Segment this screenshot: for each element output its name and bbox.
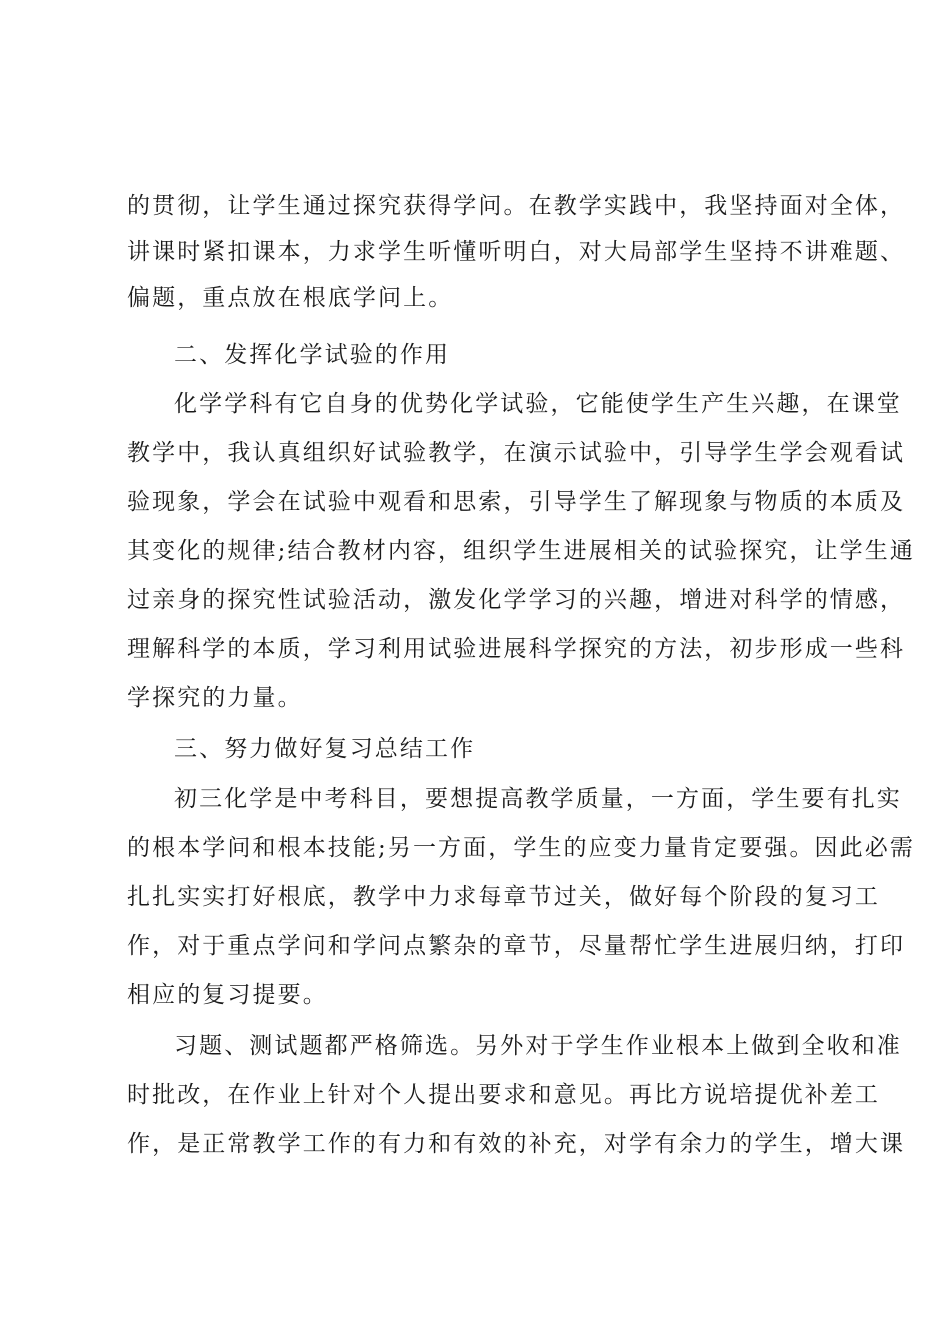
- text-line: 理解科学的本质，学习利用试验进展科学探究的方法，初步形成一些科: [127, 636, 906, 662]
- text-line: 的根本学问和根本技能;另一方面，学生的应变力量肯定要强。因此必需: [127, 835, 915, 861]
- text-line: 讲课时紧扣课本，力求学生听懂听明白，对大局部学生坚持不讲难题、: [127, 239, 906, 265]
- text-line: 教学中，我认真组织好试验教学，在演示试验中，引导学生学会观看试: [127, 440, 906, 466]
- section-heading: 三、努力做好复习总结工作: [174, 736, 476, 762]
- text-line: 初三化学是中考科目，要想提高教学质量，一方面，学生要有扎实: [174, 786, 902, 812]
- text-line: 验现象，学会在试验中观看和思索，引导学生了解现象与物质的本质及: [127, 489, 906, 515]
- text-line: 时批改，在作业上针对个人提出要求和意见。再比方说培提优补差工: [127, 1082, 880, 1108]
- text-line: 习题、测试题都严格筛选。另外对于学生作业根本上做到全收和准: [174, 1033, 902, 1059]
- text-line: 的贯彻，让学生通过探究获得学问。在教学实践中，我坚持面对全体，: [127, 193, 906, 219]
- text-line: 作，对于重点学问和学问点繁杂的章节，尽量帮忙学生进展归纳，打印: [127, 933, 906, 959]
- text-line: 作，是正常教学工作的有力和有效的补充，对学有余力的学生，增大课: [127, 1131, 906, 1157]
- text-line: 其变化的规律;结合教材内容，组织学生进展相关的试验探究，让学生通: [127, 538, 915, 564]
- text-line: 扎扎实实打好根底，教学中力求每章节过关，做好每个阶段的复习工: [127, 884, 880, 910]
- section-heading: 二、发挥化学试验的作用: [174, 342, 451, 368]
- text-line: 学探究的力量。: [127, 685, 303, 711]
- text-line: 偏题，重点放在根底学问上。: [127, 285, 454, 311]
- text-line: 化学学科有它自身的优势化学试验，它能使学生产生兴趣，在课堂: [174, 391, 902, 417]
- text-line: 过亲身的探究性试验活动，激发化学学习的兴趣，增进对科学的情感，: [127, 587, 906, 613]
- text-line: 相应的复习提要。: [127, 982, 328, 1008]
